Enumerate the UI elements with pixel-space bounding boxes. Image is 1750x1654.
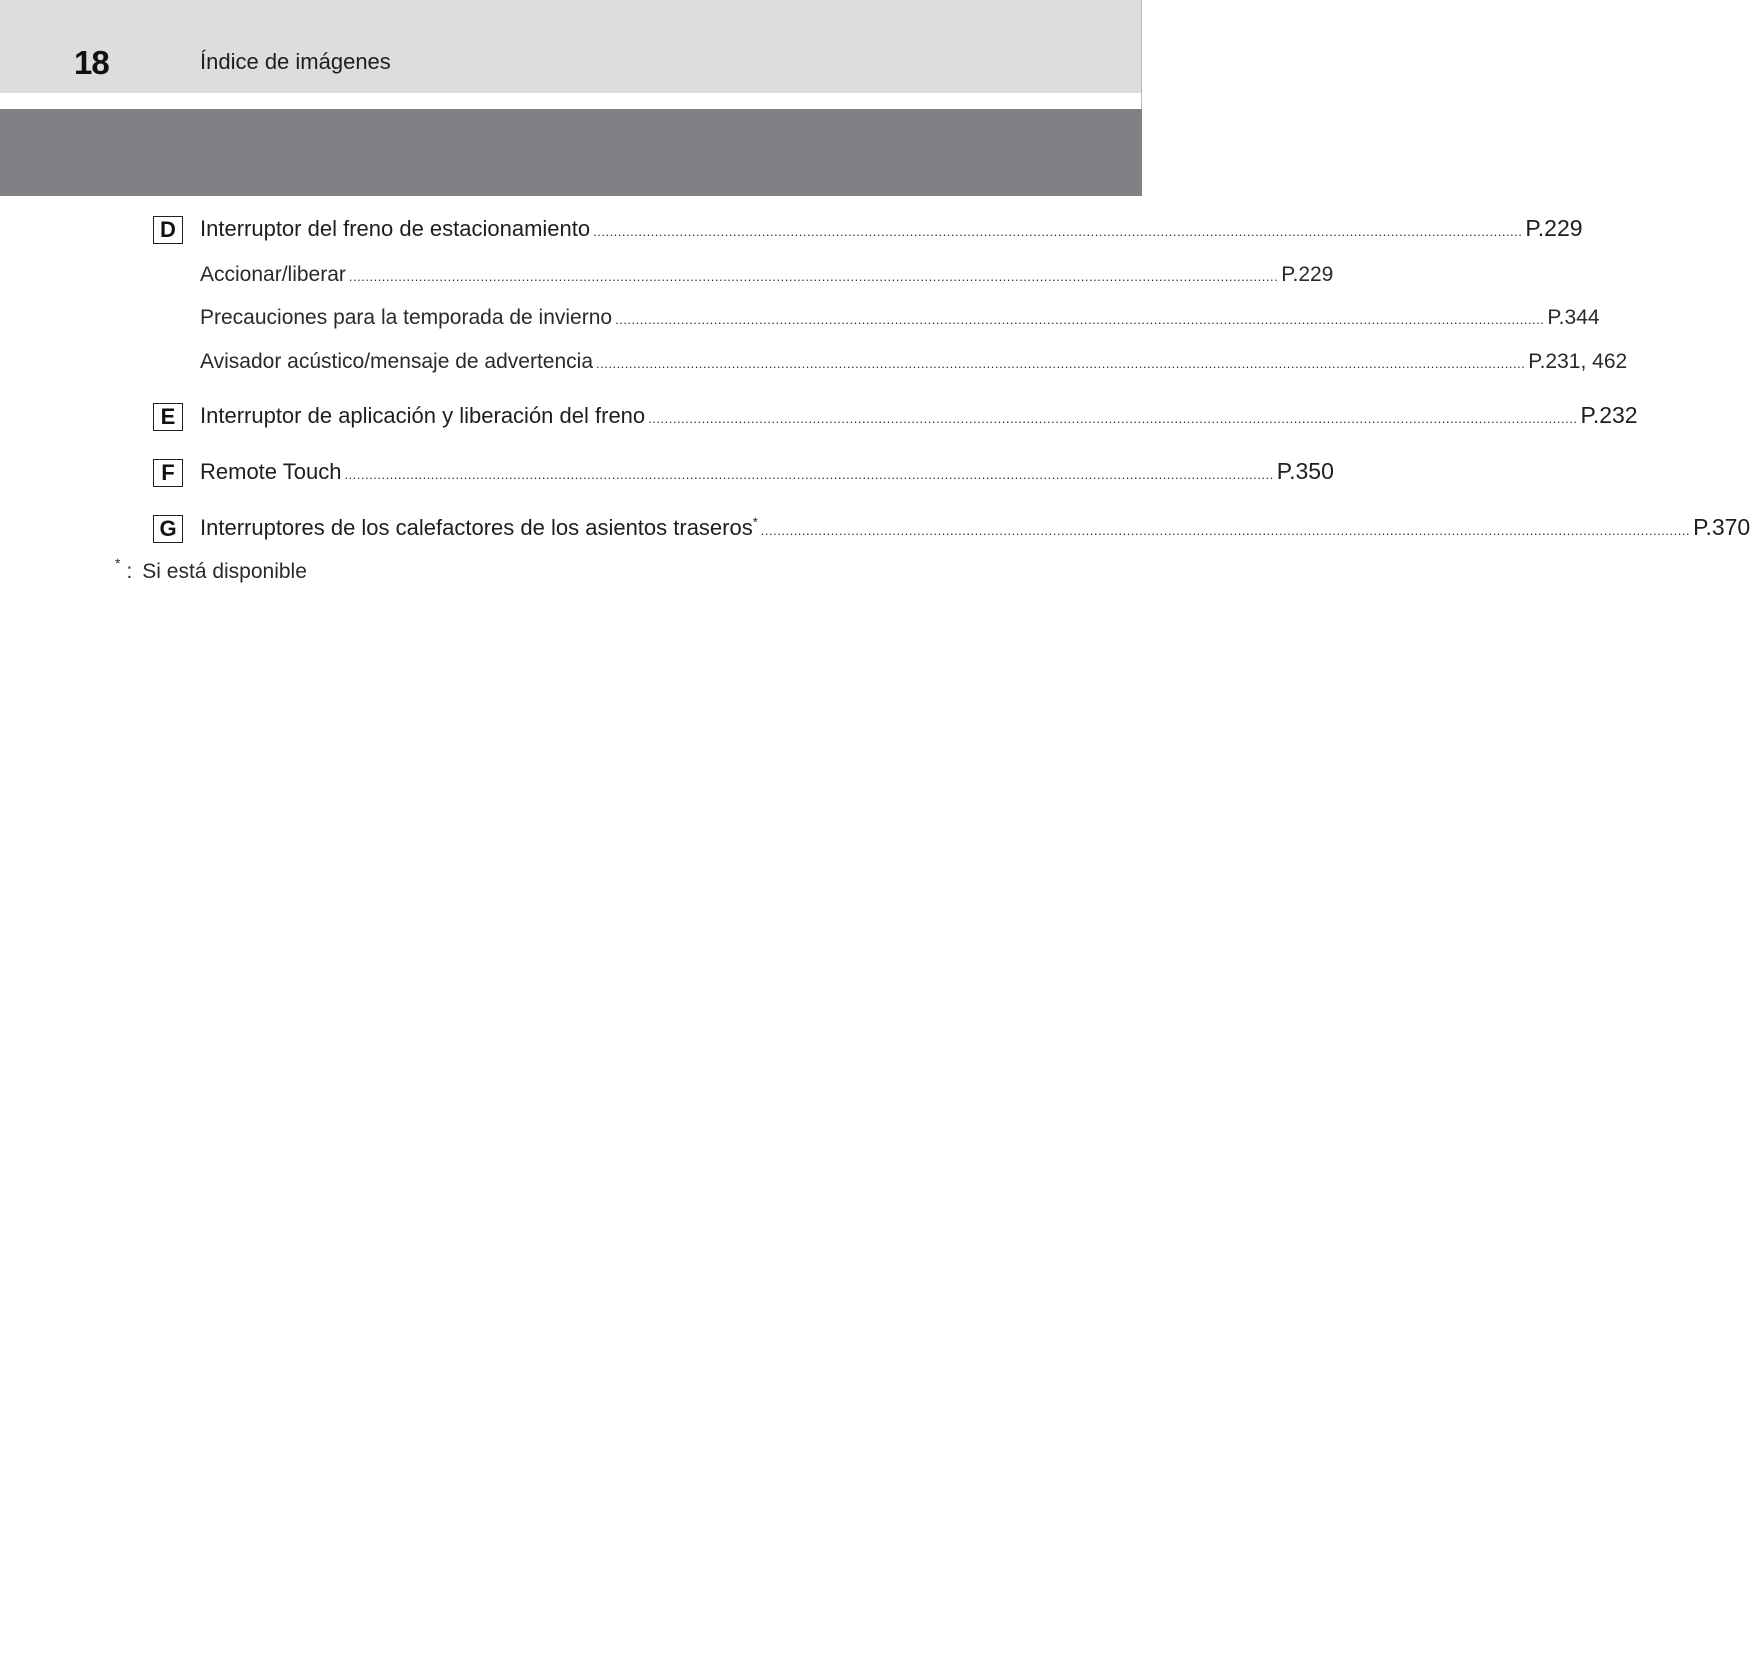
entry-label: Remote Touch [200,459,342,484]
callout-letter-f: F [153,459,183,487]
page-reference[interactable]: P.232 [1580,402,1638,428]
index-subentry-operate-release[interactable] [200,263,1334,287]
dot-leader: .................................................................................................................................................................................................................................. [593,224,1523,239]
footnote [115,555,307,584]
index-subentry-warning-buzzer[interactable] [200,350,1628,374]
illustration-band [0,109,1142,196]
footnote-separator: : [126,560,133,583]
dot-leader: .................................................................................................................................................................................................................................. [648,411,1578,426]
entry-label: Interruptor del freno de estacionamiento [200,216,591,241]
index-subentry-winter-precautions[interactable] [200,306,1600,330]
dot-leader: .................................................................................................................................................................................................................................. [348,269,1279,284]
footnote-marker: * [752,514,758,530]
entry-label: Interruptor de aplicación y liberación del freno [200,403,646,428]
page-number: 18 [74,44,109,81]
index-entry-brake-hold-switch[interactable] [200,402,1638,429]
page-reference[interactable]: P.350 [1276,458,1334,484]
dot-leader: .................................................................................................................................................................................................................................. [596,356,1526,371]
footnote-text: Si está disponible [142,560,307,583]
footnote-marker: * [115,555,121,571]
page-reference[interactable]: P.344 [1547,306,1600,329]
dot-leader: .................................................................................................................................................................................................................................. [760,523,1691,538]
callout-letter-g: G [153,515,183,543]
index-entry-remote-touch[interactable] [200,458,1334,485]
dot-leader: .................................................................................................................................................................................................................................. [615,312,1545,327]
entry-label-text: Interruptores de los calefactores de los asientos traseros [200,515,753,540]
header-band [0,0,1142,93]
page-reference[interactable]: P.370 [1693,514,1750,540]
page-reference[interactable]: P.231, 462 [1528,350,1628,373]
section-title: Índice de imágenes [200,49,391,74]
dot-leader: .................................................................................................................................................................................................................................. [344,467,1274,482]
subentry-label: Precauciones para la temporada de invierno [200,306,613,329]
index-entry-parking-brake-switch[interactable] [200,215,1583,242]
index-entry-rear-seat-heaters[interactable] [200,514,1750,541]
callout-letter-d: D [153,216,183,244]
page-reference[interactable]: P.229 [1525,215,1583,241]
subentry-label: Avisador acústico/mensaje de advertencia [200,350,594,373]
entry-label [200,515,758,541]
callout-letter-e: E [153,403,183,431]
subentry-label: Accionar/liberar [200,263,346,286]
page-reference[interactable]: P.229 [1281,263,1334,286]
